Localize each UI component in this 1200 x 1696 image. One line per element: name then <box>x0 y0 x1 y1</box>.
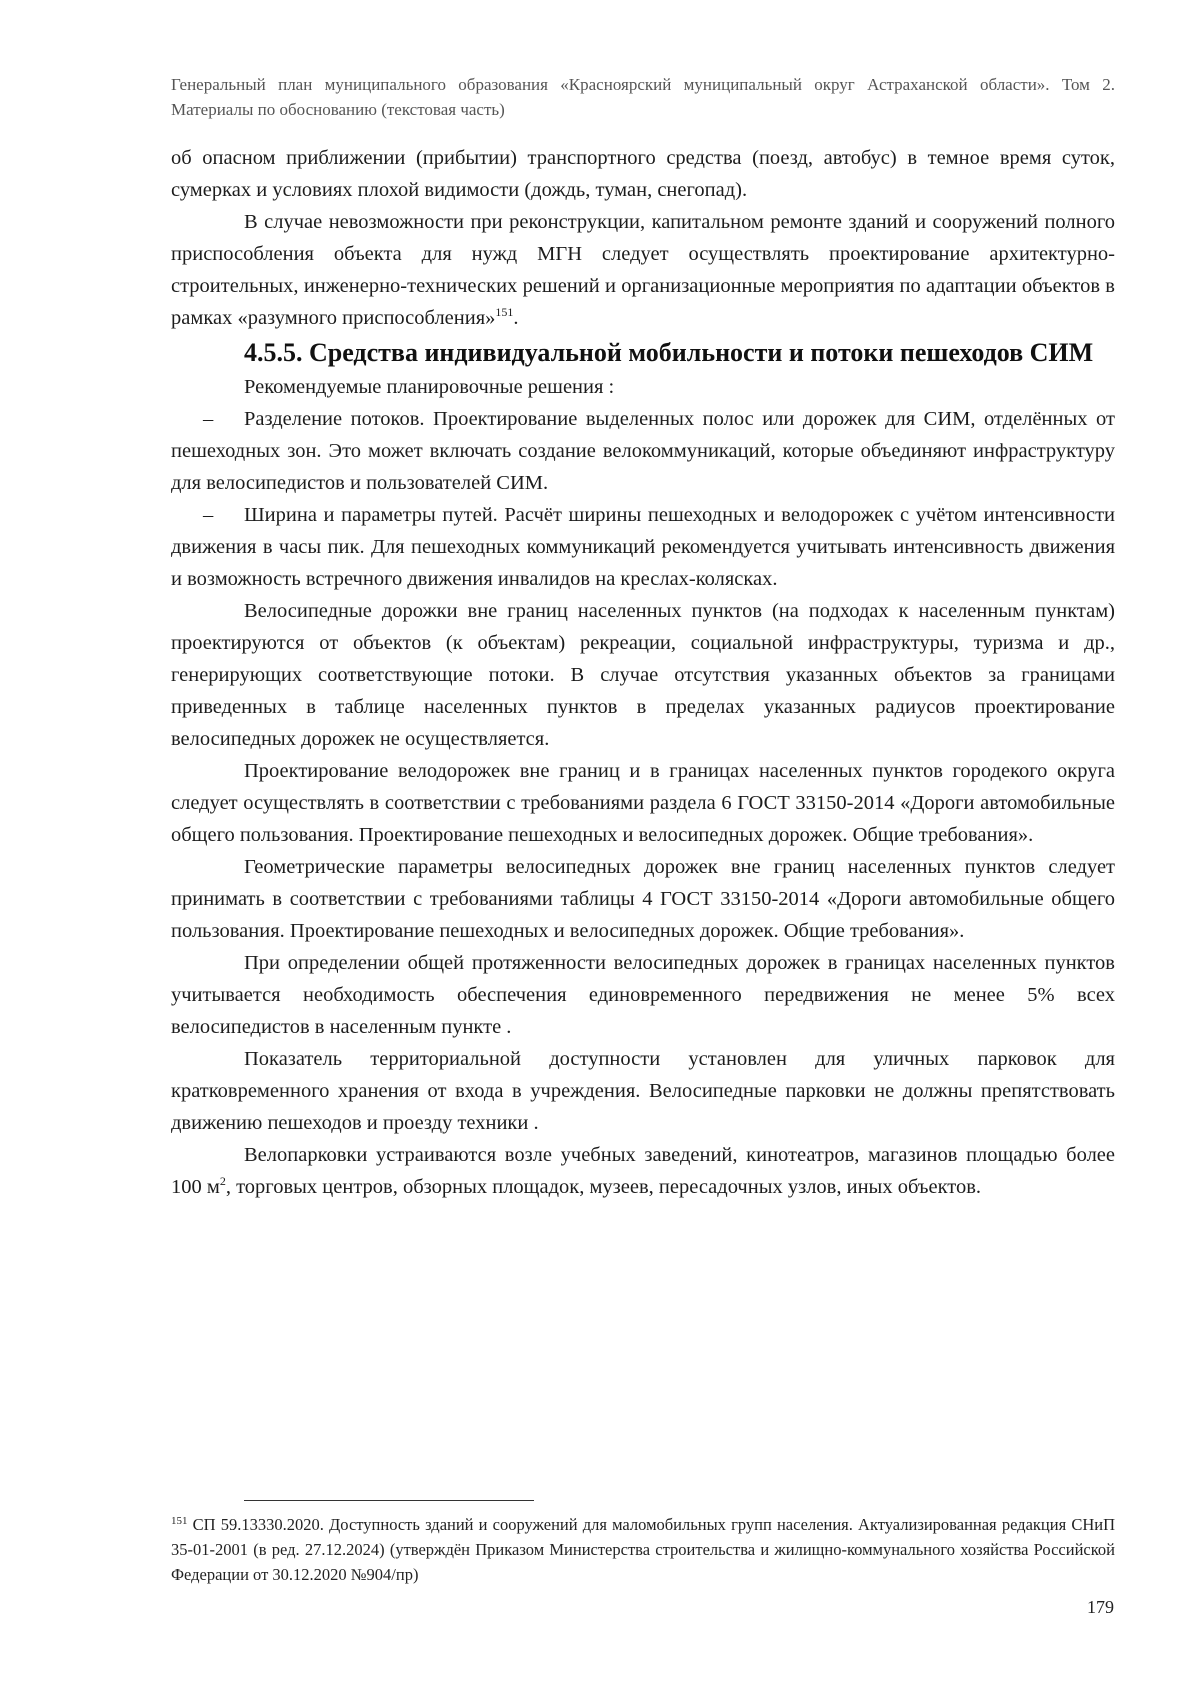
paragraph-text: Велопарковки устраиваются возле учебных заведений, кинотеатров, магазинов площадью более 100 м <box>171 1144 1115 1198</box>
paragraph-text: , торговых центров, обзорных площадок, музеев, пересадочных узлов, иных объектов. <box>225 1176 982 1198</box>
footnote-separator <box>244 1500 534 1501</box>
paragraph: Велосипедные дорожки вне границ населенных пунктов (на подходах к населенным пунктам) проектируются от объектов (к объектам) рекреации, социальной инфраструктуры, туризма и др., генерирующих соответствующие потоки. В случае отсутствия указанных объектов за границами приведенных в таблице населенных пунктов в пределах указанных радиусов проектирование велосипедных дорожек не осуществляется. <box>171 600 1115 750</box>
footnote-number: 151 <box>171 1515 188 1527</box>
list-item <box>171 499 1115 595</box>
page-number: 179 <box>1087 1597 1114 1617</box>
list-item-text: Разделение потоков. Проектирование выделенных полос или дорожек для СИМ, отделённых от пешеходных зон. Это может включать создание велокоммуникаций, которые объединяют инфраструктуру для велосипедистов и пользователей СИМ. <box>171 408 1115 494</box>
paragraph: Геометрические параметры велосипедных дорожек вне границ населенных пунктов следует принимать в соответствии с требованиями таблицы 4 ГОСТ 33150-2014 «Дороги автомобильные общего пользования. Проектирование пешеходных и велосипедных дорожек. Общие требования». <box>171 856 1115 942</box>
footnote <box>171 1512 1115 1587</box>
paragraph-end: . <box>513 307 519 329</box>
section-heading: 4.5.5. Средства индивидуальной мобильности и потоки пешеходов СИМ <box>244 338 1094 367</box>
running-header: Генеральный план муниципального образования «Красноярский муниципальный округ Астраханской области». Том 2. Материалы по обоснованию (текстовая часть) <box>171 75 1115 119</box>
paragraph: Показатель территориальной доступности установлен для уличных парковок для кратковременного хранения от входа в учреждения. Велосипедные парковки не должны препятствовать движению пешеходов и проезду техники . <box>171 1048 1115 1134</box>
paragraph: об опасном приближении (прибытии) транспортного средства (поезд, автобус) в темное время суток, сумерках и условиях плохой видимости (дождь, туман, снегопад). <box>171 147 1115 201</box>
dash-bullet: – <box>203 408 214 430</box>
footnote-ref[interactable]: 151 <box>495 305 514 319</box>
paragraph <box>171 1139 1115 1203</box>
footnote-text: СП 59.13330.2020. Доступность зданий и сооружений для маломобильных групп населения. Актуализированная редакция СНиП 35-01-2001 (в ред. 27.12.2024) (утверждён Приказом Министерства строительства и жилищно-коммунального хозяйства Российской Федерации от 30.12.2020 №904/пр) <box>171 1515 1115 1584</box>
list-item <box>171 403 1115 499</box>
paragraph: Проектирование велодорожек вне границ и в границах населенных пунктов городекого округа следует осуществлять в соответствии с требованиями раздела 6 ГОСТ 33150-2014 «Дороги автомобильные общего пользования. Проектирование пешеходных и велосипедных дорожек. Общие требования». <box>171 760 1115 846</box>
paragraph: При определении общей протяженности велосипедных дорожек в границах населенных пунктов учитывается необходимость обеспечения единовременного передвижения не менее 5% всех велосипедистов в населенным пункте . <box>171 952 1115 1038</box>
document-body <box>171 142 1115 1203</box>
dash-bullet: – <box>203 504 214 526</box>
paragraph: Рекомендуемые планировочные решения : <box>244 376 615 398</box>
paragraph <box>171 206 1115 334</box>
list-item-text: Ширина и параметры путей. Расчёт ширины пешеходных и велодорожек с учётом интенсивности движения в часы пик. Для пешеходных коммуникаций рекомендуется учитывать интенсивность движения и возможность встречного движения инвалидов на креслах-колясках. <box>171 504 1115 590</box>
superscript: 2 <box>219 1174 226 1188</box>
paragraph-text: В случае невозможности при реконструкции, капитальном ремонте зданий и сооружений полного приспособления объекта для нужд МГН следует осуществлять проектирование архитектурно-строительных, инженерно-технических решений и организационные мероприятия по адаптации объектов в рамках «разумного приспособления» <box>171 211 1115 329</box>
